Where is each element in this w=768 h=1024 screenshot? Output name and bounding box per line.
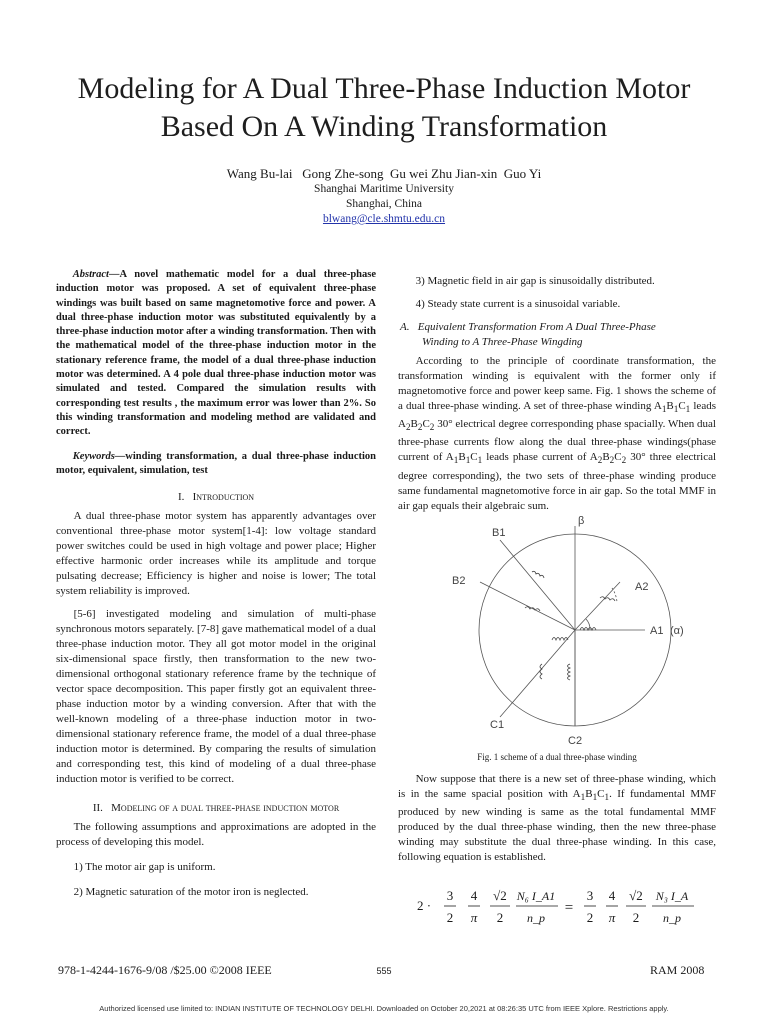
angle-arc-a — [586, 619, 590, 630]
intro-paragraph-2: [5-6] investigated modeling and simulation of multi-phase synchronous motors separately. [7-8] gave mathematical model of a dual three-phase induction motor. They all got motor model in the original six-dimensional space firstly, then transformation to the new two-dimensional orthogonal stationary reference frame by the technique of vector space decomposition. This paper firstly got an equivalent three-phase induction motor by a winding conversion. After that with the well-known modeling of a three-phase induction motor in two-dimensional stationary reference frame, the model of a dual three-phase induction motor is determined. By comparing the results of simulation and corresponding test, this kind of modeling of a dual three-phase induction motor is verified to be correct. — [56, 608, 377, 786]
section-heading-introduction — [56, 490, 376, 505]
footer-venue: RAM 2008 — [650, 963, 705, 977]
eq-f4-den: n_p — [527, 911, 545, 925]
label-alpha: (α) — [670, 625, 684, 637]
eq-f5-num: 3 — [586, 888, 594, 903]
coil-b1 — [532, 571, 544, 578]
page-number: 555 — [376, 966, 392, 976]
author-list: Wang Bu-lai Gong Zhe-song Gu wei Zhu Jian-xin Guo Yi — [226, 166, 542, 181]
abstract-text: A novel mathematic model for a dual three-phase induction motor was proposed. A set of equivalent three-phase windings was built based on same magnetomotive force and power. A dual three-phase induction motor was substituted equivalently by a three-phase induction motor after a winding transformation. Then with the mathematical model of the three-phase induction motor in the stationary reference frame, the model of a dual three-phase induction motor was determined. A 4 pole dual three-phase induction motor was simulated and tested. Compared the simulation results with corresponding test results , the maximum error was lower than 2%. So this winding transformation and modeling method are validated and correct. — [56, 269, 376, 438]
eq-f5-den: 2 — [586, 910, 594, 925]
affiliation: Shanghai Maritime University — [314, 183, 454, 195]
location: Shanghai, China — [345, 198, 423, 210]
label-beta: β — [578, 515, 585, 527]
license-notice: Authorized licensed use limited to: INDIAN INSTITUTE OF TECHNOLOGY DELHI. Downloaded on October 20,2021 at 08:26:35 UTC from IEEE Xplore. Restrictions apply. — [99, 1004, 669, 1013]
eq-f6-num: 4 — [608, 888, 616, 903]
abstract — [56, 268, 376, 440]
b1-axis-line — [500, 540, 575, 630]
footer-isbn: 978-1-4244-1676-9/08 /$25.00 ©2008 IEEE — [58, 963, 272, 977]
coil-center — [552, 638, 568, 641]
keywords-text: winding transformation, a dual three-phase induction motor, equivalent, simulation, test — [56, 450, 376, 476]
eq-equals: = — [564, 900, 574, 916]
eq-f3-num: √2 — [493, 888, 507, 903]
equation-1 — [414, 880, 704, 930]
subsection-heading-a — [398, 320, 716, 350]
label-b1: B1 — [492, 527, 506, 539]
c1-axis-line — [500, 630, 575, 717]
figure-1-winding-scheme — [440, 512, 700, 752]
email-line — [0, 213, 768, 225]
label-c1: C1 — [490, 719, 505, 731]
eq-f8-den: n_p — [663, 911, 681, 925]
eq-f7-den: 2 — [632, 910, 640, 925]
eq-f7-num: √2 — [629, 888, 643, 903]
abstract-label: Abstract— — [72, 269, 120, 280]
section-title: Introduction — [192, 491, 255, 504]
eq-f4-num: N₆ I_A1 — [516, 889, 556, 903]
email-link[interactable]: blwang@cle.shmtu.edu.cn — [322, 213, 446, 225]
subsection-title-line2: Winding to A Three-Phase Wingding — [422, 336, 583, 348]
label-c2: C2 — [568, 735, 583, 747]
coil-c2 — [568, 664, 571, 680]
section-heading-modeling — [56, 801, 376, 816]
eq-f6-den: π — [608, 910, 616, 925]
section-number: I. — [177, 491, 185, 504]
assumption-4: 4) Steady state current is a sinusoidal variable. — [415, 298, 621, 310]
left-column — [56, 268, 376, 900]
subsection-a-paragraph: According to the principle of coordinate transformation, the transformation winding is equivalent with the former only if magnetomotive force and power keep same. Fig. 1 shows the scheme of a dual three-phase winding. A set of three-phase winding $A_1B_1C_1$ leads $A_2B_2C_2$ 30° electrical degree corresponding phase spacially. When dual three-phase currents flow along the dual three-phase windings(phase current of $A_1B_1C_1$ leads phase current of $A_2B_2C_2$ 30° three electrical degree corresponding), the two sets of three-phase winding produce same fundamental magnetomotive force in air gap. So the total MMF in air gap equals their algebraic sum. — [398, 355, 717, 512]
eq-f1-den: 2 — [446, 910, 454, 925]
label-b2: B2 — [452, 575, 466, 587]
label-a2: A2 — [635, 581, 649, 593]
eq-f3-den: 2 — [496, 910, 504, 925]
eq-f2-num: 4 — [470, 888, 478, 903]
assumption-2: 2) Magnetic saturation of the motor iron is neglected. — [73, 886, 309, 899]
eq-f8-num: N₃ I_A — [655, 889, 689, 903]
modeling-intro: The following assumptions and approximations are adopted in the process of developing this model. — [56, 821, 376, 849]
section-title: Modeling of a dual three-phase induction motor — [111, 802, 340, 815]
eq-f2-den: π — [470, 910, 478, 925]
a2-axis-line — [575, 582, 620, 630]
label-a1: A1 — [650, 625, 664, 637]
assumption-1: 1) The motor air gap is uniform. — [73, 861, 216, 874]
eq-lead: 2 · — [416, 898, 432, 913]
keywords — [56, 450, 376, 479]
figure-caption: Fig. 1 scheme of a dual three-phase winding — [477, 752, 637, 762]
keywords-label: Keywords— — [72, 450, 126, 462]
right-column-bottom — [398, 772, 716, 865]
intro-paragraph-1: A dual three-phase motor system has apparently advantages over conventional three-phase motor system[1-4]: low voltage standard power switches could be used in high voltage and power place; Higher effective harmonic order increases while its amplitude and torque pulsating decrease; Efficiency is higher and noise is lower; The total system reliability is improved. — [56, 510, 376, 598]
coil-c1 — [540, 664, 542, 679]
paper-title: Modeling for A Dual Three-Phase Induction Motor Based On A Winding Transformation — [77, 72, 691, 143]
right-column — [398, 274, 716, 514]
eq-f1-num: 3 — [446, 888, 454, 903]
subsection-a-paragraph-2: Now suppose that there is a new set of three-phase winding, which is in the same spacial position with $A_1B_1C_1$. If fundamental MMF produced by new winding is same as the total fundamental MMF produced by the dual three-phase winding, then the new three-phase winding may substitute the dual three-phase winding. In this case, following equation is established. — [398, 773, 717, 864]
subsection-label: A. — [400, 321, 410, 333]
section-number: II. — [92, 802, 103, 815]
b2-axis-line — [480, 582, 575, 630]
assumption-3: 3) Magnetic field in air gap is sinusoidally distributed. — [415, 275, 655, 287]
subsection-title-line1: Equivalent Transformation From A Dual Three-Phase — [417, 321, 656, 333]
